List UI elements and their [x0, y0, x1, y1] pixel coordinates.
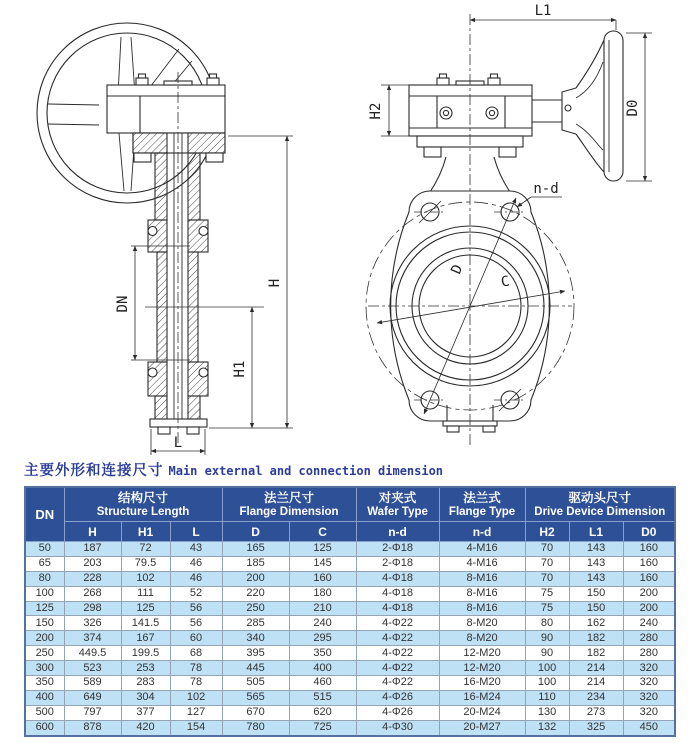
column-header-dn: DN — [25, 487, 64, 542]
table-row — [25, 705, 675, 720]
table-row — [25, 586, 675, 601]
table-cell: 445 — [222, 661, 289, 676]
table-cell: 8-M20 — [439, 631, 525, 646]
table-cell: 125 — [121, 601, 170, 616]
table-cell: 325 — [569, 720, 623, 735]
table-cell: 4-Φ18 — [356, 571, 439, 586]
column-subheader: L1 — [569, 522, 623, 542]
table-cell: 878 — [64, 720, 121, 735]
dim-label-D0: D0 — [625, 99, 641, 117]
table-cell: 70 — [525, 556, 569, 571]
table-cell: 102 — [170, 690, 222, 705]
table-cell: 90 — [525, 631, 569, 646]
table-cell: 199.5 — [121, 646, 170, 661]
dim-label-L1: L1 — [534, 3, 552, 19]
column-subheader: n-d — [356, 522, 439, 542]
table-cell: 8-M16 — [439, 586, 525, 601]
table-cell: 160 — [623, 542, 675, 557]
table-cell: 450 — [623, 720, 675, 735]
table-cell: 320 — [623, 676, 675, 691]
column-subheader: D0 — [623, 522, 675, 542]
table-cell: 268 — [64, 586, 121, 601]
table-cell: 160 — [623, 571, 675, 586]
group-label-zh: 对夹式 — [378, 490, 417, 505]
group-label-zh: 驱动头尺寸 — [568, 490, 632, 505]
table-body — [25, 542, 675, 736]
table-cell: 4-Φ26 — [356, 705, 439, 720]
table-cell: 250 — [25, 646, 64, 661]
table-cell: 228 — [64, 571, 121, 586]
table-cell: 649 — [64, 690, 121, 705]
table-cell: 4-M16 — [439, 542, 525, 557]
table-cell: 253 — [121, 661, 170, 676]
table-cell: 8-M20 — [439, 616, 525, 631]
dim-label-L: L — [173, 435, 183, 451]
table-cell: 505 — [222, 676, 289, 691]
table-cell: 600 — [25, 720, 64, 735]
table-cell: 285 — [222, 616, 289, 631]
table-cell: 150 — [569, 586, 623, 601]
table-cell: 780 — [222, 720, 289, 735]
table-cell: 350 — [25, 676, 64, 691]
table-cell: 400 — [25, 690, 64, 705]
table-cell: 130 — [525, 705, 569, 720]
table-cell: 210 — [289, 601, 356, 616]
table-cell: 2-Φ18 — [356, 542, 439, 557]
table-cell: 75 — [525, 601, 569, 616]
table-cell: 350 — [289, 646, 356, 661]
table-cell: 180 — [289, 586, 356, 601]
group-label-en: Flange Dimension — [239, 505, 339, 518]
table-cell: 43 — [170, 542, 222, 557]
column-group-header — [222, 487, 356, 522]
table-cell: 2-Φ18 — [356, 556, 439, 571]
table-cell: 182 — [569, 631, 623, 646]
table-cell: 16-M24 — [439, 690, 525, 705]
table-cell: 145 — [289, 556, 356, 571]
table-cell: 182 — [569, 646, 623, 661]
table-cell: 4-Φ22 — [356, 616, 439, 631]
group-label-en: Wafer Type — [367, 505, 428, 518]
table-cell: 304 — [121, 690, 170, 705]
table-cell: 46 — [170, 571, 222, 586]
table-cell: 100 — [25, 586, 64, 601]
table-cell: 320 — [623, 705, 675, 720]
table-cell: 90 — [525, 646, 569, 661]
table-cell: 79.5 — [121, 556, 170, 571]
dim-label-C: C — [499, 273, 511, 291]
table-row — [25, 646, 675, 661]
table-cell: 400 — [289, 661, 356, 676]
table-cell: 165 — [222, 542, 289, 557]
table-row — [25, 556, 675, 571]
table-cell: 200 — [25, 631, 64, 646]
table-cell: 4-Φ22 — [356, 676, 439, 691]
table-cell: 280 — [623, 631, 675, 646]
table-cell: 50 — [25, 542, 64, 557]
table-cell: 65 — [25, 556, 64, 571]
table-cell: 620 — [289, 705, 356, 720]
table-cell: 250 — [222, 601, 289, 616]
column-group-header — [356, 487, 439, 522]
table-cell: 273 — [569, 705, 623, 720]
table-cell: 374 — [64, 631, 121, 646]
table-cell: 20-M27 — [439, 720, 525, 735]
table-cell: 200 — [623, 601, 675, 616]
valve-body-section — [133, 133, 225, 434]
table-cell: 125 — [25, 601, 64, 616]
gearbox-side — [107, 74, 225, 133]
table-cell: 100 — [525, 676, 569, 691]
table-cell: 56 — [170, 616, 222, 631]
table-cell: 150 — [25, 616, 64, 631]
header-group-row — [25, 487, 675, 522]
table-row — [25, 690, 675, 705]
table-cell: 70 — [525, 542, 569, 557]
table-cell: 143 — [569, 556, 623, 571]
group-label-en: Flange Type — [448, 505, 516, 518]
table-cell: 420 — [121, 720, 170, 735]
table-cell: 154 — [170, 720, 222, 735]
table-row — [25, 661, 675, 676]
gearbox-front — [409, 74, 532, 136]
column-subheader: D — [222, 522, 289, 542]
table-cell: 4-Φ18 — [356, 601, 439, 616]
table-cell: 8-M16 — [439, 601, 525, 616]
table-cell: 12-M20 — [439, 646, 525, 661]
table-cell: 150 — [569, 601, 623, 616]
table-cell: 4-Φ22 — [356, 646, 439, 661]
table-cell: 240 — [623, 616, 675, 631]
table-cell: 797 — [64, 705, 121, 720]
table-row — [25, 571, 675, 586]
table-cell: 16-M20 — [439, 676, 525, 691]
table-cell: 565 — [222, 690, 289, 705]
table-cell: 4-Φ22 — [356, 631, 439, 646]
table-cell: 4-Φ30 — [356, 720, 439, 735]
table-cell: 111 — [121, 586, 170, 601]
table-cell: 162 — [569, 616, 623, 631]
column-subheader: H — [64, 522, 121, 542]
table-row — [25, 676, 675, 691]
table-cell: 340 — [222, 631, 289, 646]
table-cell: 141.5 — [121, 616, 170, 631]
table-cell: 70 — [525, 571, 569, 586]
table-cell: 515 — [289, 690, 356, 705]
dim-label-H1: H1 — [232, 360, 248, 378]
table-cell: 280 — [623, 646, 675, 661]
table-cell: 326 — [64, 616, 121, 631]
table-row — [25, 542, 675, 557]
table-cell: 214 — [569, 676, 623, 691]
table-cell: 220 — [222, 586, 289, 601]
table-cell: 160 — [289, 571, 356, 586]
table-cell: 12-M20 — [439, 661, 525, 676]
left-view-side-section — [37, 23, 225, 434]
table-cell: 320 — [623, 661, 675, 676]
table-cell: 200 — [623, 586, 675, 601]
group-label-zh: 法兰式 — [463, 490, 501, 505]
table-cell: 203 — [64, 556, 121, 571]
table-cell: 110 — [525, 690, 569, 705]
table-cell: 283 — [121, 676, 170, 691]
column-group-header — [64, 487, 222, 522]
header-sub-row — [25, 522, 675, 542]
table-cell: 167 — [121, 631, 170, 646]
table-cell: 20-M24 — [439, 705, 525, 720]
dim-label-DN: DN — [115, 295, 131, 313]
column-group-header — [439, 487, 525, 522]
right-view-front — [390, 31, 623, 432]
table-cell: 78 — [170, 676, 222, 691]
table-cell: 500 — [25, 705, 64, 720]
table-cell: 60 — [170, 631, 222, 646]
table-cell: 125 — [289, 542, 356, 557]
table-cell: 185 — [222, 556, 289, 571]
table-cell: 395 — [222, 646, 289, 661]
table-cell: 72 — [121, 542, 170, 557]
dim-label-nd: n-d — [533, 181, 559, 197]
table-cell: 56 — [170, 601, 222, 616]
dim-label-D: D — [448, 262, 467, 277]
table-cell: 102 — [121, 571, 170, 586]
group-label-en: Structure Length — [96, 505, 190, 518]
table-cell: 160 — [623, 556, 675, 571]
group-label-zh: 法兰尺寸 — [264, 490, 315, 505]
table-cell: 377 — [121, 705, 170, 720]
table-cell: 214 — [569, 661, 623, 676]
dim-label-H: H — [267, 278, 283, 288]
handwheel-edge-view — [532, 31, 623, 181]
table-cell: 4-Φ22 — [356, 661, 439, 676]
table-cell: 300 — [25, 661, 64, 676]
table-cell: 143 — [569, 542, 623, 557]
table-cell: 52 — [170, 586, 222, 601]
table-cell: 295 — [289, 631, 356, 646]
table-cell: 725 — [289, 720, 356, 735]
table-cell: 200 — [222, 571, 289, 586]
dim-label-H2: H2 — [368, 102, 384, 120]
table-cell: 589 — [64, 676, 121, 691]
column-subheader: C — [289, 522, 356, 542]
table-cell: 80 — [25, 571, 64, 586]
dimension-table — [24, 486, 676, 737]
table-row — [25, 720, 675, 735]
table-cell: 187 — [64, 542, 121, 557]
group-label-en: Drive Device Dimension — [534, 505, 666, 518]
column-subheader: H1 — [121, 522, 170, 542]
table-cell: 127 — [170, 705, 222, 720]
column-subheader: n-d — [439, 522, 525, 542]
section-title — [24, 459, 694, 480]
table-cell: 460 — [289, 676, 356, 691]
column-subheader: L — [170, 522, 222, 542]
table-cell: 4-Φ18 — [356, 586, 439, 601]
section-title-zh: 主要外形和连接尺寸 — [24, 463, 164, 479]
table-cell: 523 — [64, 661, 121, 676]
table-cell: 4-Φ26 — [356, 690, 439, 705]
table-header — [25, 487, 675, 542]
table-cell: 4-M16 — [439, 556, 525, 571]
table-cell: 240 — [289, 616, 356, 631]
table-row — [25, 631, 675, 646]
table-cell: 8-M16 — [439, 571, 525, 586]
table-cell: 132 — [525, 720, 569, 735]
table-cell: 670 — [222, 705, 289, 720]
table-cell: 298 — [64, 601, 121, 616]
section-title-en: Main external and connection dimension — [168, 464, 444, 478]
table-row — [25, 601, 675, 616]
table-cell: 80 — [525, 616, 569, 631]
column-group-header — [525, 487, 675, 522]
table-cell: 234 — [569, 690, 623, 705]
table-cell: 78 — [170, 661, 222, 676]
table-cell: 46 — [170, 556, 222, 571]
table-cell: 449.5 — [64, 646, 121, 661]
table-cell: 143 — [569, 571, 623, 586]
column-subheader: H2 — [525, 522, 569, 542]
table-cell: 100 — [525, 661, 569, 676]
group-label-zh: 结构尺寸 — [118, 490, 169, 505]
table-row — [25, 616, 675, 631]
table-cell: 75 — [525, 586, 569, 601]
table-cell: 68 — [170, 646, 222, 661]
table-cell: 320 — [623, 690, 675, 705]
